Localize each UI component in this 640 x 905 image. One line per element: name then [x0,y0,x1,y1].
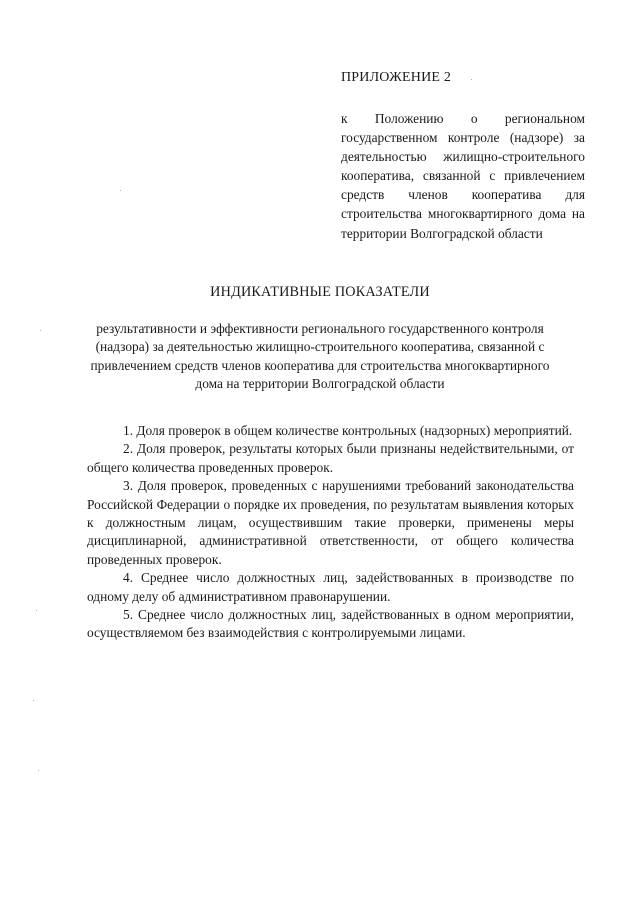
scan-speck [38,770,39,771]
annex-title: ПРИЛОЖЕНИЕ 2 [341,70,452,85]
indicator-item-5: 5. Среднее число должностных лиц, задействованных в одном мероприятии, осуществляемом без взаимодействия с контролируемыми лицами. [87,607,574,641]
scan-speck [120,190,121,191]
indicator-item-1: 1. Доля проверок в общем количестве контрольных (надзорных) мероприятий. [123,423,573,438]
scan-speck [36,610,37,611]
document-subtitle: результативности и эффективности регионального государственного контроля (надзора) за деятельностью жилищно-строительного кооператива, связанной с привлечением средств членов кооператива для строительства многоквартирного дома на территории Волгоградской области [90,321,550,391]
scan-speck [471,79,472,80]
indicator-item-4: 4. Среднее число должностных лиц, задействованных в производстве по одному делу об административном правонарушении. [87,570,574,604]
document-title: ИНДИКАТИВНЫЕ ПОКАЗАТЕЛИ [210,284,430,300]
annex-reference: к Положению о региональном государственном контроле (надзоре) за деятельностью жилищно-строительного кооператива, связанной с привлечением средств членов кооператива для строительства многоквартирного дома на территории Волгоградской области [341,111,585,241]
scan-speck [40,330,41,331]
scan-speck [33,700,34,701]
indicator-item-2: 2. Доля проверок, результаты которых были признаны недействительными, от общего количества проведенных проверок. [87,441,574,475]
indicator-item-3: 3. Доля проверок, проведенных с нарушениями требований законодательства Российской Федерации о порядке их проведения, по результатам выявления которых к должностным лицам, осуществившим такие проверки, применены меры дисциплинарной, административной ответственности, от общего количества проведенных проверок. [87,478,574,567]
indicator-list [87,422,574,643]
